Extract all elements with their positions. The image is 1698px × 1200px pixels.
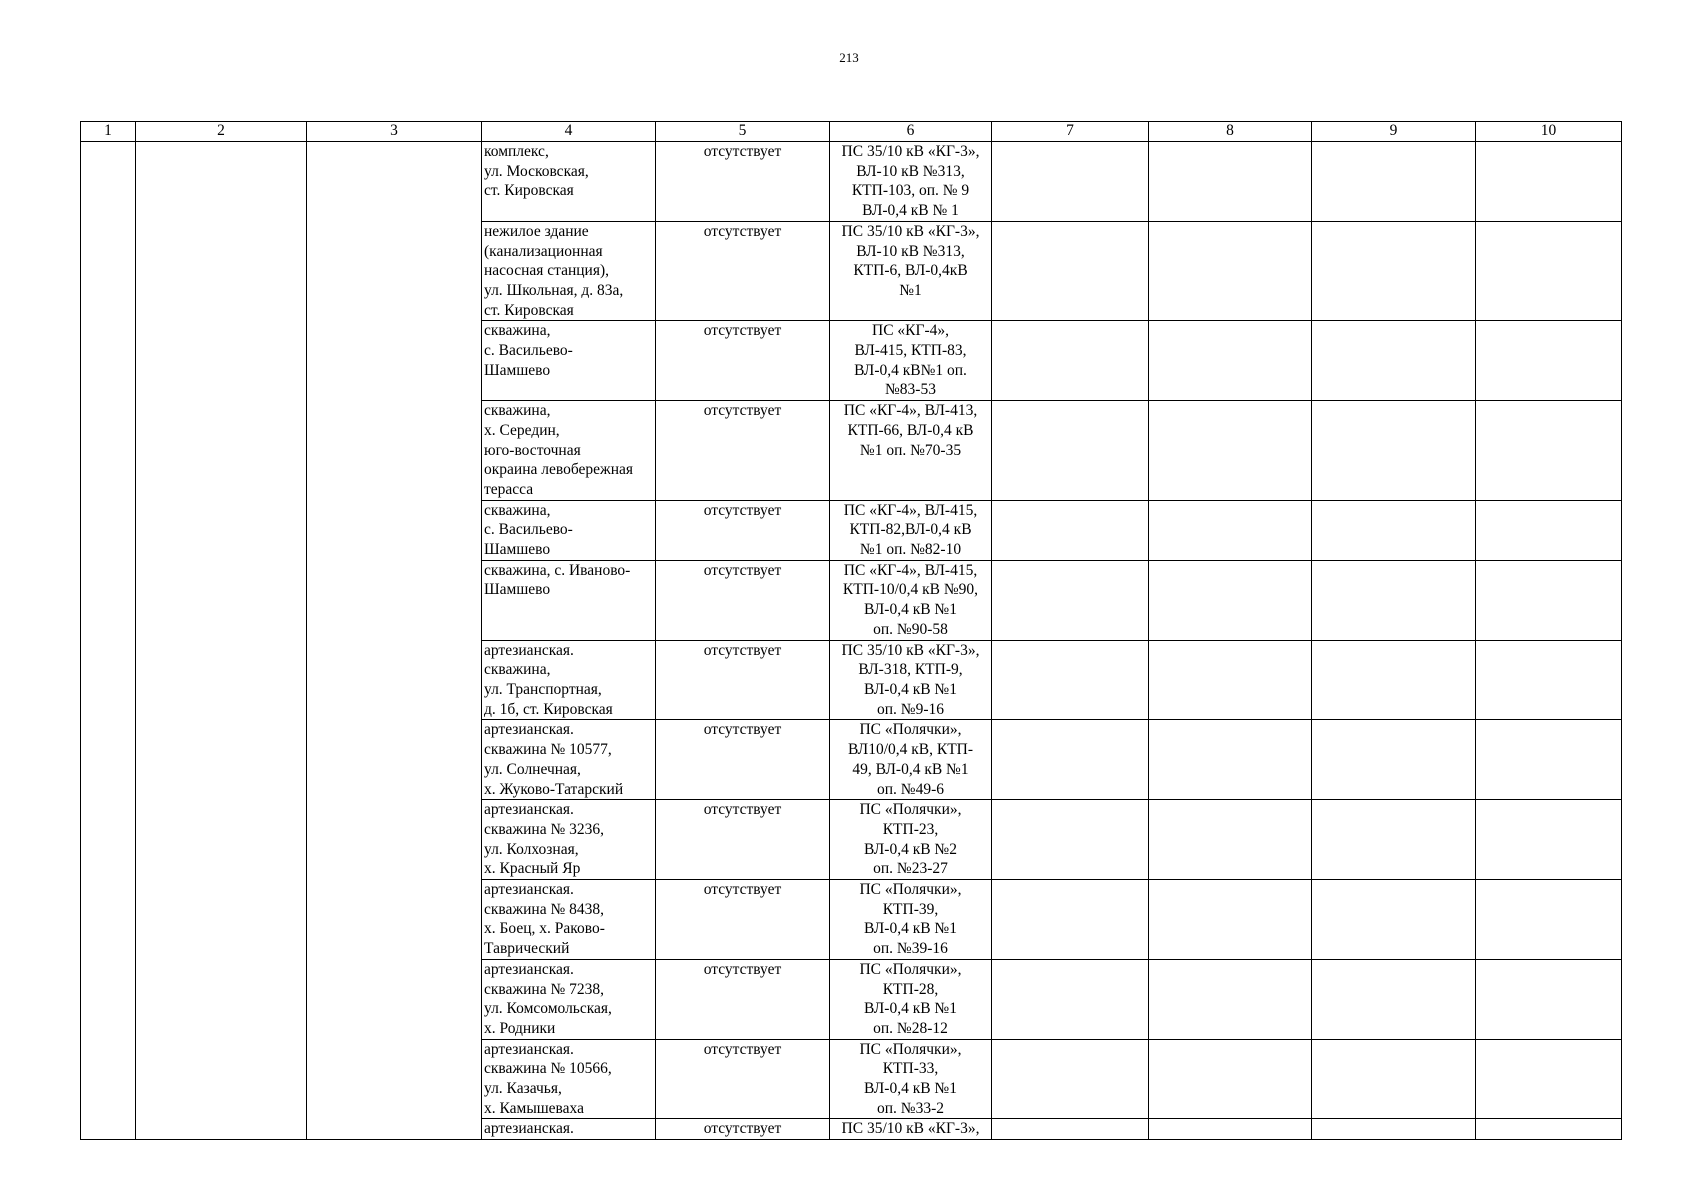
data-table bbox=[80, 121, 1622, 1140]
col-10-cell bbox=[1476, 142, 1622, 222]
col-9-cell bbox=[1312, 640, 1476, 720]
status-text: отсутствует bbox=[703, 222, 782, 240]
status-text: отсутствует bbox=[703, 1040, 782, 1058]
power-source-line: оп. №28-12 bbox=[873, 1019, 948, 1037]
object-cell bbox=[482, 959, 656, 1039]
col-9-cell bbox=[1312, 1119, 1476, 1140]
col-9-cell bbox=[1312, 880, 1476, 960]
col-10-cell bbox=[1476, 800, 1622, 880]
power-source-cell bbox=[830, 640, 992, 720]
power-source-line: ВЛ-10 кВ №313, bbox=[856, 162, 965, 180]
power-source-line: ВЛ-0,4 кВ №1 bbox=[864, 920, 957, 938]
col-7-cell bbox=[992, 142, 1149, 222]
power-source-line: ВЛ-10 кВ №313, bbox=[856, 242, 965, 260]
object-line: комплекс, bbox=[484, 143, 549, 160]
status-text: отсутствует bbox=[703, 801, 782, 819]
status-text: отсутствует bbox=[703, 960, 782, 978]
col-8-cell bbox=[1149, 880, 1312, 960]
col-10-cell bbox=[1476, 880, 1622, 960]
col-7-cell bbox=[992, 560, 1149, 640]
power-source-line: ВЛ-0,4 кВ №1 bbox=[864, 680, 957, 698]
power-source-line: ВЛ-0,4 кВ №1 bbox=[864, 601, 957, 619]
power-source-line: ПС 35/10 кВ «КГ-3», bbox=[841, 641, 980, 659]
status-text: отсутствует bbox=[703, 561, 782, 579]
power-source-cell bbox=[830, 720, 992, 800]
power-source-line: ВЛ-0,4 кВ №1 bbox=[864, 1080, 957, 1098]
object-line: скважина, bbox=[484, 501, 551, 519]
column-number-row bbox=[81, 122, 1622, 142]
object-cell bbox=[482, 221, 656, 321]
col-8-cell bbox=[1149, 640, 1312, 720]
object-cell bbox=[482, 1039, 656, 1119]
power-source-line: ВЛ-0,4 кВ№1 оп. bbox=[854, 361, 967, 379]
object-line: Шамшево bbox=[484, 581, 551, 599]
object-line: х. Боец, х. Раково- bbox=[484, 920, 605, 938]
power-source-line: КТП-82,ВЛ-0,4 кВ bbox=[849, 521, 972, 539]
power-source-line: КТП-66, ВЛ-0,4 кВ bbox=[847, 421, 974, 439]
object-line: артезианская. bbox=[484, 641, 574, 659]
col-9-cell bbox=[1312, 401, 1476, 501]
object-line: Шамшево bbox=[484, 541, 551, 559]
status-text: отсутствует bbox=[703, 641, 782, 659]
object-cell bbox=[482, 401, 656, 501]
col-8-cell bbox=[1149, 221, 1312, 321]
page-number: 213 bbox=[839, 50, 859, 65]
object-line: х. Красный Яр bbox=[484, 860, 581, 878]
column-header: 8 bbox=[1149, 122, 1312, 142]
object-line: артезианская. bbox=[484, 801, 574, 819]
status-text: отсутствует bbox=[703, 322, 782, 340]
power-source-line: ПС «Полячки», bbox=[859, 881, 962, 899]
status-text: отсутствует bbox=[703, 143, 782, 160]
object-line: ул. Солнечная, bbox=[484, 760, 581, 778]
power-source-line: ПС 35/10 кВ «КГ-3», bbox=[841, 143, 980, 160]
object-line: артезианская. bbox=[484, 721, 574, 739]
object-line: скважина, bbox=[484, 661, 551, 679]
object-line: терасса bbox=[484, 480, 534, 498]
col-8-cell bbox=[1149, 321, 1312, 401]
object-line: артезианская. bbox=[484, 1040, 574, 1058]
col-8-cell bbox=[1149, 1039, 1312, 1119]
object-line: насосная станция), bbox=[484, 262, 610, 280]
power-source-line: №83-53 bbox=[885, 381, 936, 399]
col-8-cell bbox=[1149, 142, 1312, 222]
col-9-cell bbox=[1312, 1039, 1476, 1119]
col-8-cell bbox=[1149, 500, 1312, 560]
power-source-cell bbox=[830, 560, 992, 640]
col-7-cell bbox=[992, 1039, 1149, 1119]
power-source-line: ПС «Полячки», bbox=[859, 801, 962, 819]
power-source-line: ПС «КГ-4», ВЛ-415, bbox=[843, 501, 978, 519]
object-cell bbox=[482, 142, 656, 222]
power-source-line: КТП-23, bbox=[882, 820, 939, 838]
column-header: 1 bbox=[81, 122, 136, 142]
object-line: ст. Кировская bbox=[484, 182, 574, 200]
col-8-cell bbox=[1149, 959, 1312, 1039]
power-source-line: ВЛ-0,4 кВ № 1 bbox=[862, 202, 959, 220]
col-10-cell bbox=[1476, 401, 1622, 501]
col-10-cell bbox=[1476, 321, 1622, 401]
col-9-cell bbox=[1312, 560, 1476, 640]
status-cell bbox=[656, 142, 830, 222]
object-line: х. Середин, bbox=[484, 421, 560, 439]
object-line: юго-восточная bbox=[484, 441, 581, 459]
col-10-cell bbox=[1476, 1039, 1622, 1119]
table-row bbox=[81, 142, 1622, 222]
col-9-cell bbox=[1312, 800, 1476, 880]
power-source-line: оп. №23-27 bbox=[873, 860, 948, 878]
status-cell bbox=[656, 1039, 830, 1119]
col-10-cell bbox=[1476, 560, 1622, 640]
power-source-cell bbox=[830, 221, 992, 321]
col-8-cell bbox=[1149, 1119, 1312, 1140]
status-text: отсутствует bbox=[703, 402, 782, 420]
col-10-cell bbox=[1476, 1119, 1622, 1140]
power-source-line: ПС «КГ-4», ВЛ-415, bbox=[843, 561, 978, 579]
col-9-cell bbox=[1312, 221, 1476, 321]
object-line: ул. Комсомольская, bbox=[484, 1000, 612, 1018]
power-source-cell bbox=[830, 1039, 992, 1119]
column-header: 6 bbox=[830, 122, 992, 142]
power-source-line: ПС «Полячки», bbox=[859, 960, 962, 978]
object-line: скважина № 10577, bbox=[484, 741, 612, 759]
col-10-cell bbox=[1476, 959, 1622, 1039]
col-7-cell bbox=[992, 500, 1149, 560]
status-text: отсутствует bbox=[703, 1120, 782, 1138]
column-header: 9 bbox=[1312, 122, 1476, 142]
object-line: артезианская. bbox=[484, 1120, 574, 1138]
object-line: ул. Школьная, д. 83а, bbox=[484, 281, 624, 299]
object-line: ст. Кировская bbox=[484, 301, 574, 319]
object-cell bbox=[482, 500, 656, 560]
object-cell bbox=[482, 321, 656, 401]
status-cell bbox=[656, 640, 830, 720]
object-line: ул. Московская, bbox=[484, 162, 589, 180]
power-source-cell bbox=[830, 1119, 992, 1140]
power-source-line: оп. №49-6 bbox=[877, 780, 944, 798]
status-text: отсутствует bbox=[703, 881, 782, 899]
object-line: х. Камышеваха bbox=[484, 1099, 584, 1117]
col-7-cell bbox=[992, 640, 1149, 720]
col-8-cell bbox=[1149, 720, 1312, 800]
power-source-cell bbox=[830, 800, 992, 880]
object-cell bbox=[482, 720, 656, 800]
object-cell bbox=[482, 880, 656, 960]
col-10-cell bbox=[1476, 221, 1622, 321]
object-line: Шамшево bbox=[484, 361, 551, 379]
col-10-cell bbox=[1476, 640, 1622, 720]
col-7-cell bbox=[992, 321, 1149, 401]
col-7-cell bbox=[992, 221, 1149, 321]
power-source-line: ПС «КГ-4», ВЛ-413, bbox=[843, 402, 978, 420]
object-cell bbox=[482, 560, 656, 640]
object-line: (канализационная bbox=[484, 242, 603, 260]
col-7-cell bbox=[992, 959, 1149, 1039]
status-cell bbox=[656, 560, 830, 640]
power-source-line: КТП-33, bbox=[882, 1060, 939, 1078]
object-cell bbox=[482, 1119, 656, 1140]
table-body bbox=[81, 142, 1622, 1140]
object-line: д. 1б, ст. Кировская bbox=[484, 700, 613, 718]
col-7-cell bbox=[992, 401, 1149, 501]
object-line: скважина, с. Иваново- bbox=[484, 561, 631, 579]
status-cell bbox=[656, 720, 830, 800]
column-header: 7 bbox=[992, 122, 1149, 142]
column-header: 4 bbox=[482, 122, 656, 142]
col-9-cell bbox=[1312, 959, 1476, 1039]
power-source-line: ПС «Полячки», bbox=[859, 1040, 962, 1058]
object-line: скважина, bbox=[484, 322, 551, 340]
power-source-line: ВЛ-0,4 кВ №2 bbox=[864, 840, 957, 858]
col-9-cell bbox=[1312, 500, 1476, 560]
power-source-line: ВЛ-0,4 кВ №1 bbox=[864, 1000, 957, 1018]
object-line: скважина № 3236, bbox=[484, 820, 604, 838]
column-header: 5 bbox=[656, 122, 830, 142]
status-text: отсутствует bbox=[703, 501, 782, 519]
power-source-line: ПС 35/10 кВ «КГ-3», bbox=[841, 1120, 980, 1138]
object-line: артезианская. bbox=[484, 881, 574, 899]
power-source-line: №1 оп. №70-35 bbox=[859, 441, 962, 459]
object-line: с. Васильево- bbox=[484, 342, 573, 360]
col-2-cell bbox=[136, 142, 307, 1140]
status-cell bbox=[656, 321, 830, 401]
object-line: скважина № 8438, bbox=[484, 900, 604, 918]
status-cell bbox=[656, 800, 830, 880]
col-7-cell bbox=[992, 880, 1149, 960]
status-cell bbox=[656, 221, 830, 321]
status-text: отсутствует bbox=[703, 721, 782, 739]
power-source-line: КТП-10/0,4 кВ №90, bbox=[842, 581, 979, 599]
power-source-line: оп. №90-58 bbox=[873, 620, 948, 638]
power-source-cell bbox=[830, 880, 992, 960]
power-source-line: оп. №39-16 bbox=[873, 940, 948, 958]
power-source-line: 49, ВЛ-0,4 кВ №1 bbox=[852, 760, 969, 778]
col-3-cell bbox=[307, 142, 482, 1140]
power-source-line: КТП-28, bbox=[882, 980, 939, 998]
col-8-cell bbox=[1149, 800, 1312, 880]
object-line: окраина левобережная bbox=[484, 461, 634, 479]
power-source-line: №1 bbox=[899, 281, 922, 299]
col-9-cell bbox=[1312, 321, 1476, 401]
object-line: ул. Транспортная, bbox=[484, 680, 602, 698]
power-source-line: ПС «КГ-4», bbox=[872, 322, 949, 340]
col-9-cell bbox=[1312, 142, 1476, 222]
power-source-cell bbox=[830, 401, 992, 501]
col-7-cell bbox=[992, 1119, 1149, 1140]
power-source-line: оп. №33-2 bbox=[877, 1099, 944, 1117]
power-source-cell bbox=[830, 321, 992, 401]
power-source-cell bbox=[830, 142, 992, 222]
col-7-cell bbox=[992, 800, 1149, 880]
object-cell bbox=[482, 800, 656, 880]
power-source-line: оп. №9-16 bbox=[877, 700, 944, 718]
power-source-line: ВЛ-415, КТП-83, bbox=[854, 342, 967, 360]
power-source-line: №1 оп. №82-10 bbox=[859, 541, 962, 559]
power-source-line: КТП-103, оп. № 9 bbox=[851, 182, 970, 200]
power-source-line: ВЛ10/0,4 кВ, КТП- bbox=[847, 741, 974, 759]
col-1-cell bbox=[81, 142, 136, 1140]
column-header: 2 bbox=[136, 122, 307, 142]
status-cell bbox=[656, 880, 830, 960]
object-line: нежилое здание bbox=[484, 222, 589, 240]
column-header: 3 bbox=[307, 122, 482, 142]
col-7-cell bbox=[992, 720, 1149, 800]
power-source-line: ПС «Полячки», bbox=[859, 721, 962, 739]
object-line: х. Родники bbox=[484, 1019, 556, 1037]
status-cell bbox=[656, 401, 830, 501]
col-9-cell bbox=[1312, 720, 1476, 800]
power-source-line: ВЛ-318, КТП-9, bbox=[858, 661, 963, 679]
object-line: х. Жуково-Татарский bbox=[484, 780, 624, 798]
power-source-cell bbox=[830, 959, 992, 1039]
status-cell bbox=[656, 1119, 830, 1140]
status-cell bbox=[656, 500, 830, 560]
object-cell bbox=[482, 640, 656, 720]
object-line: ул. Колхозная, bbox=[484, 840, 579, 858]
object-line: с. Васильево- bbox=[484, 521, 573, 539]
object-line: ул. Казачья, bbox=[484, 1080, 562, 1098]
object-line: скважина, bbox=[484, 402, 551, 420]
power-source-line: КТП-6, ВЛ-0,4кВ bbox=[853, 262, 968, 280]
status-cell bbox=[656, 959, 830, 1039]
col-8-cell bbox=[1149, 401, 1312, 501]
power-source-line: ПС 35/10 кВ «КГ-3», bbox=[841, 222, 980, 240]
col-10-cell bbox=[1476, 500, 1622, 560]
col-8-cell bbox=[1149, 560, 1312, 640]
object-line: Таврический bbox=[484, 940, 570, 958]
column-header: 10 bbox=[1476, 122, 1622, 142]
col-10-cell bbox=[1476, 720, 1622, 800]
object-line: скважина № 10566, bbox=[484, 1060, 612, 1078]
object-line: скважина № 7238, bbox=[484, 980, 604, 998]
object-line: артезианская. bbox=[484, 960, 574, 978]
power-source-cell bbox=[830, 500, 992, 560]
power-source-line: КТП-39, bbox=[882, 900, 939, 918]
